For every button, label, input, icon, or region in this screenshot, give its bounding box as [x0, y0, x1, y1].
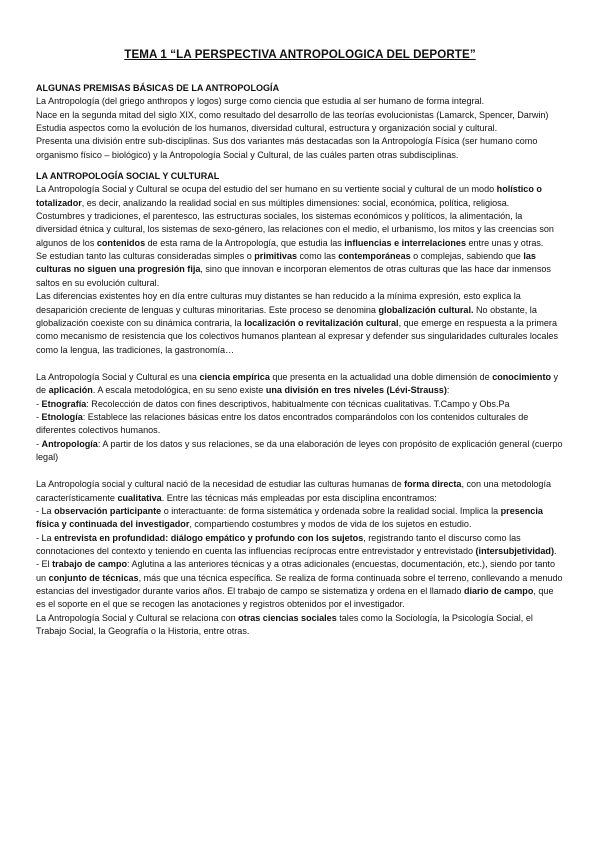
list-item: - La entrevista en profundidad: diálogo empático y profundo con los sujetos, registrando tanto el discurso como las connotaciones del contexto y teniendo en cuenta las influencias recíprocas entre entrevistador y entrevistado (intersubjetividad).	[36, 532, 557, 556]
bold-term: influencias e interrelaciones	[344, 237, 466, 248]
paragraph: Se estudian tanto las culturas consideradas simples o primitivas como las contemporáneas o complejas, sabiendo que las culturas no siguen una progresión fija, sino que innovan e incorporan elementos de otras culturas que las hace dar inmensos saltos en su evolución cultural.	[36, 251, 551, 288]
bold-term: (intersubjetividad)	[475, 546, 554, 556]
paragraph: Presenta una división entre sub-disciplinas. Sus dos variantes más destacadas son la Antropología Física (ser humano como organismo físico – biológico) y la Antropología Social y Cultural, de las cuáles parten otras subdisciplinas.	[36, 136, 538, 160]
paragraph: La Antropología Social y Cultural se ocupa del estudio del ser humano en su vertiente social y cultural de un modo holístico o totalizador, es decir, analizando la realidad social en sus múltiples dimensiones: social, económica, política, religiosa.	[36, 184, 542, 208]
bold-term: contenidos	[96, 237, 146, 248]
paragraph: Costumbres y tradiciones, el parentesco, las estructuras sociales, los sistemas económicos y políticos, la alimentación, la diversidad étnica y cultural, los sistemas de sexo-género, las relaciones con el medio, el urbanismo, los mitos y las creencias son algunos de los contenidos de esta rama de la Antropología, que estudia las influencias e interrelaciones entre unas y otras.	[36, 211, 554, 248]
section-heading-premisas: ALGUNAS PREMISAS BÁSICAS DE LA ANTROPOLOGÍA	[36, 83, 280, 93]
bold-term: ciencia empírica	[199, 371, 270, 382]
bold-term: Antropología	[41, 438, 98, 449]
bold-term: cualitativa	[117, 492, 162, 503]
bold-term: aplicación	[48, 385, 93, 396]
list-item: - Etnografía: Recolección de datos con fines descriptivos, habitualmente con técnicas cualitativas. T.Campo y Obs.Pa	[36, 398, 510, 409]
bold-term: contemporáneas	[338, 251, 411, 262]
paragraph: La Antropología (del griego anthropos y logos) surge como ciencia que estudia al ser humano de forma integral.	[36, 96, 485, 107]
bold-term: entrevista en profundidad: diálogo empático y profundo con los sujetos	[54, 532, 364, 543]
list-item: - Etnología: Establece las relaciones básicas entre los datos encontrados comparándolos con los contenidos culturales de diferentes colectivos humanos.	[36, 411, 529, 436]
paragraph: La Antropología Social y Cultural es una ciencia empírica que presenta en la actualidad una doble dimensión de conocimiento y de aplicación. A escala metodológica, en su seno existe una división en tres niveles (Lévi-Strauss):	[36, 371, 559, 396]
list-item: - Antropología: A partir de los datos y sus relaciones, se da una elaboración de leyes con propósito de explicación general (cuerpo legal)	[36, 438, 563, 462]
page-title: TEMA 1 “LA PERSPECTIVA ANTROPOLOGICA DEL DEPORTE”	[124, 48, 476, 61]
bold-term: Etnología	[41, 411, 83, 422]
paragraph: Estudia aspectos como la evolución de los humanos, diversidad cultural, estructura y organización social y cultural.	[36, 123, 498, 134]
bold-term: otras ciencias sociales	[238, 612, 337, 623]
list-item: - El trabajo de campo: Aglutina a las anteriores técnicas y a otras adicionales (encuestas, documentación, etc.), siendo por tanto un conjunto de técnicas, más que una técnica específica. Se realiza de forma continuada sobre el terreno, conllevando a menudo estancias del investigador durante varios años. El trabajo de campo se sistematiza y ordena en el llamado diario de campo, que es el soporte en el que se recogen las anotaciones y registros obtenidos por el investigador.	[36, 559, 563, 610]
bold-term: globalización cultural.	[378, 304, 474, 315]
section-heading-social-cultural: LA ANTROPOLOGÍA SOCIAL Y CULTURAL	[36, 171, 220, 182]
paragraph: La Antropología social y cultural nació de la necesidad de estudiar las culturas humanas de forma directa, con una metodología característicamente cualitativa. Entre las técnicas más empleadas por esta disciplina encontramos:	[36, 479, 551, 503]
bold-term: holístico o totalizador	[36, 184, 542, 208]
bold-term: Etnografía	[41, 398, 87, 409]
paragraph: La Antropología Social y Cultural se relaciona con otras ciencias sociales tales como la Sociología, la Psicología Social, el Trabajo Social, la Geografía o la Historia, entre otras.	[36, 612, 533, 637]
bold-term: las culturas no siguen una progresión fija	[36, 251, 536, 275]
paragraph: Nace en la segunda mitad del siglo XIX, como resultado del desarrollo de las teorías evolucionistas (Lamarck, Spencer, Darwin)	[36, 109, 549, 120]
bold-term: presencia física y continuada del investigador	[36, 505, 543, 530]
bold-term: conjunto de técnicas	[48, 572, 139, 583]
bold-term: primitivas	[254, 251, 298, 262]
bold-term: una división en tres niveles (Lévi-Strauss)	[265, 385, 447, 396]
bold-term: forma directa	[404, 479, 462, 490]
list-item: - La observación participante o interactuante: de forma sistemática y ordenada sobre la realidad social. Implica la presencia física y continuada del investigador, compartiendo costumbres y modos de vida de los sujetos en estudio.	[36, 505, 543, 530]
bold-term: localización o revitalización cultural	[244, 317, 399, 328]
bold-term: conocimiento	[492, 371, 551, 382]
bold-term: trabajo de campo	[52, 559, 128, 570]
bold-term: observación participante	[54, 505, 162, 516]
paragraph: Las diferencias existentes hoy en día entre culturas muy distantes se han reducido a la mínima expresión, esto explica la desaparición creciente de lenguas y culturas minoritarias. Este proceso se denomina globalización cultural. No obstante, la globalización coexiste con su dinámica contraria, la localización o revitalización cultural, que emerge en respuesta a la primera como mecanismo de resistencia que los colectivos humanos plantean al expresar y defender sus singularidades culturales locales como la lengua, las tradiciones, la gastronomía…	[36, 291, 558, 355]
bold-term: diario de campo	[463, 586, 534, 597]
